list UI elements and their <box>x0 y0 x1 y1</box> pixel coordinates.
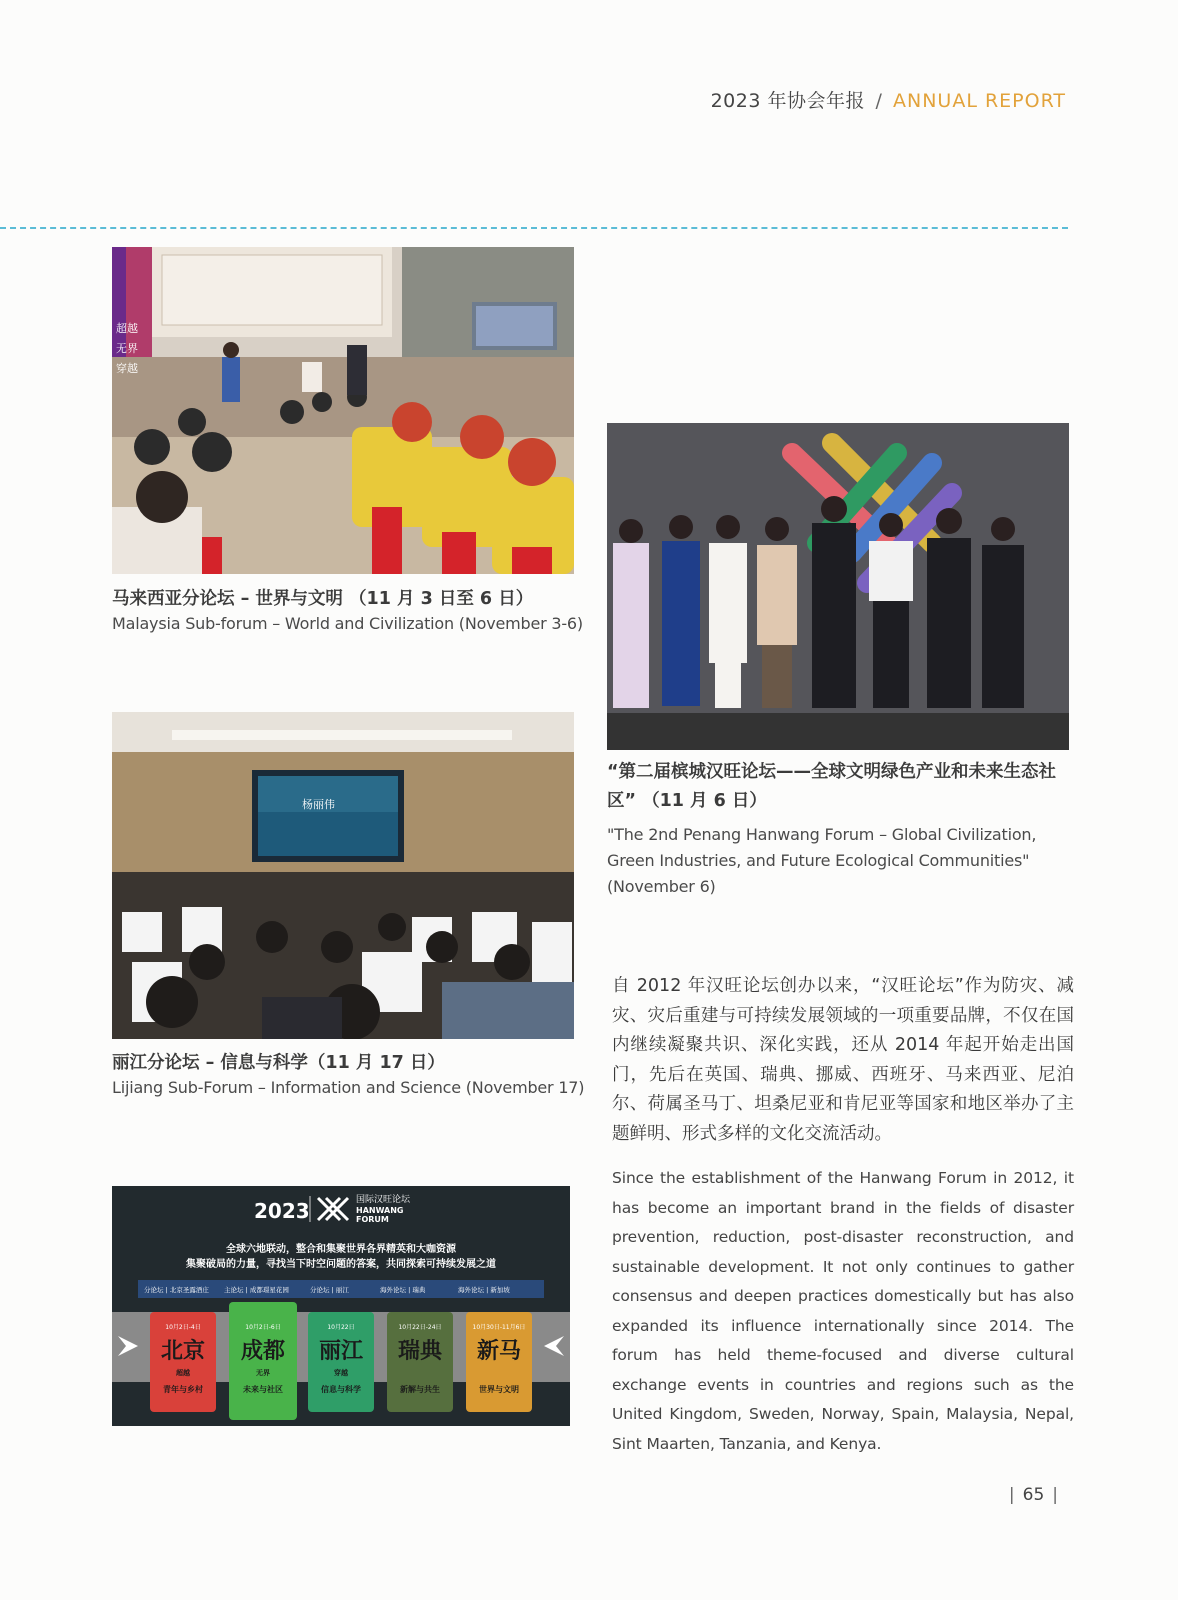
photo-penang-forum <box>607 423 1069 750</box>
city-sub-beijing: 超越 <box>176 1369 190 1377</box>
city-theme-chengdu: 未来与社区 <box>243 1385 283 1394</box>
city-name-lijiang: 丽江 <box>318 1339 364 1364</box>
poster-org-en-2: FORUM <box>356 1215 389 1224</box>
poster-year: 2023 <box>254 1199 310 1223</box>
body-text-cn: 自 2012 年汉旺论坛创办以来，“汉旺论坛”作为防灾、减灾、灾后重建与可持续发展领域的一项重要品牌，不仅在国内继续凝聚共识、深化实践，还从 2014 年起开始走出国门，先后在英国、瑞典、挪威、西班牙、马来西亚、尼泊尔、荷属圣马丁、坦桑尼亚和肯尼亚等国家和地区举办了主题鲜明、形式多样的文化交流活动。 <box>612 976 1074 1144</box>
banner-text-chuanyue: 穿越 <box>116 362 138 375</box>
poster-tag-singapore: 海外论坛 | 新加坡 <box>458 1286 510 1294</box>
caption-lijiang-cn: 丽江分论坛 – 信息与科学（11 月 17 日） <box>112 1053 445 1073</box>
screen-speaker-name: 杨丽伟 <box>302 798 335 811</box>
city-date-chengdu: 10月2日-6日 <box>245 1324 281 1331</box>
city-theme-xinma: 世界与文明 <box>479 1385 519 1394</box>
header-separator: / <box>875 90 883 112</box>
caption-malaysia-en: Malaysia Sub-forum – World and Civilization (November 3-6) <box>112 614 583 633</box>
photo-lijiang-forum <box>112 712 574 1039</box>
city-sub-chengdu: 无界 <box>256 1369 270 1377</box>
caption-malaysia-cn: 马来西亚分论坛 – 世界与文明 （11 月 3 日至 6 日） <box>112 589 534 609</box>
city-sub-lijiang: 穿越 <box>334 1369 348 1377</box>
city-name-chengdu: 成都 <box>240 1339 286 1364</box>
banner-text-wujie: 无界 <box>116 342 138 355</box>
city-name-sweden: 瑞典 <box>397 1339 443 1364</box>
poster-tag-beijing: 分论坛 | 北京圣露酒庄 <box>144 1286 209 1294</box>
city-date-beijing: 10月2日-4日 <box>165 1324 201 1331</box>
city-theme-sweden: 新解与共生 <box>400 1385 440 1394</box>
poster-slogan-1: 全球六地联动，整合和集聚世界各界精英和大咖资源 <box>226 1244 456 1255</box>
page-number-value: 65 <box>1022 1485 1045 1505</box>
header-year-cn: 2023 年协会年报 <box>710 90 865 112</box>
city-date-sweden: 10月22日-24日 <box>398 1324 442 1331</box>
caption-penang-cn: “第二届槟城汉旺论坛——全球文明绿色产业和未来生态社区” （11 月 6 日） <box>607 762 1056 811</box>
photo-malaysia-forum <box>112 247 574 574</box>
city-theme-beijing: 青年与乡村 <box>163 1385 203 1394</box>
poster-tag-sweden: 海外论坛 | 瑞典 <box>380 1286 426 1294</box>
poster-tag-lijiang: 分论坛 | 丽江 <box>310 1286 349 1294</box>
forum-2023-poster <box>112 1186 570 1426</box>
city-date-lijiang: 10月22日 <box>327 1324 355 1331</box>
page-number: | 65 | <box>1008 1485 1058 1505</box>
poster-slogan-2: 集聚破局的力量，寻找当下时空问题的答案，共同探索可持续发展之道 <box>186 1259 496 1270</box>
caption-penang-en: "The 2nd Penang Hanwang Forum – Global Civilization, Green Industries, and Future Ecological Communities" (November 6) <box>607 825 1037 896</box>
city-date-xinma: 10月30日-11月6日 <box>472 1324 526 1331</box>
poster-org-cn: 国际汉旺论坛 <box>356 1195 411 1205</box>
poster-tag-chengdu: 主论坛 | 成都璟星花园 <box>224 1286 289 1294</box>
dashed-divider <box>0 227 1068 229</box>
header-annual-report: ANNUAL REPORT <box>893 90 1066 112</box>
caption-lijiang-en: Lijiang Sub-Forum – Information and Science (November 17) <box>112 1078 585 1097</box>
banner-text-chaoyue: 超越 <box>116 322 138 335</box>
city-name-xinma: 新马 <box>476 1339 522 1364</box>
body-text-en: Since the establishment of the Hanwang Forum in 2012, it has become an important brand in the fields of disaster prevention, reduction, post-disaster reconstruction, and sustainable development. It not only continues to gather consensus and deepen practices domestically but has also expanded its influence internationally since 2014. The forum has held theme-focused and diverse cultural exchange events in countries and regions such as the United Kingdom, Sweden, Norway, Spain, Malaysia, Nepal, Sint Maarten, Tanzania, and Kenya. <box>612 1169 1074 1453</box>
poster-org-en-1: HANWANG <box>356 1206 404 1215</box>
city-theme-lijiang: 信息与科学 <box>321 1385 361 1394</box>
city-name-beijing: 北京 <box>160 1339 206 1364</box>
report-header <box>711 86 1066 113</box>
